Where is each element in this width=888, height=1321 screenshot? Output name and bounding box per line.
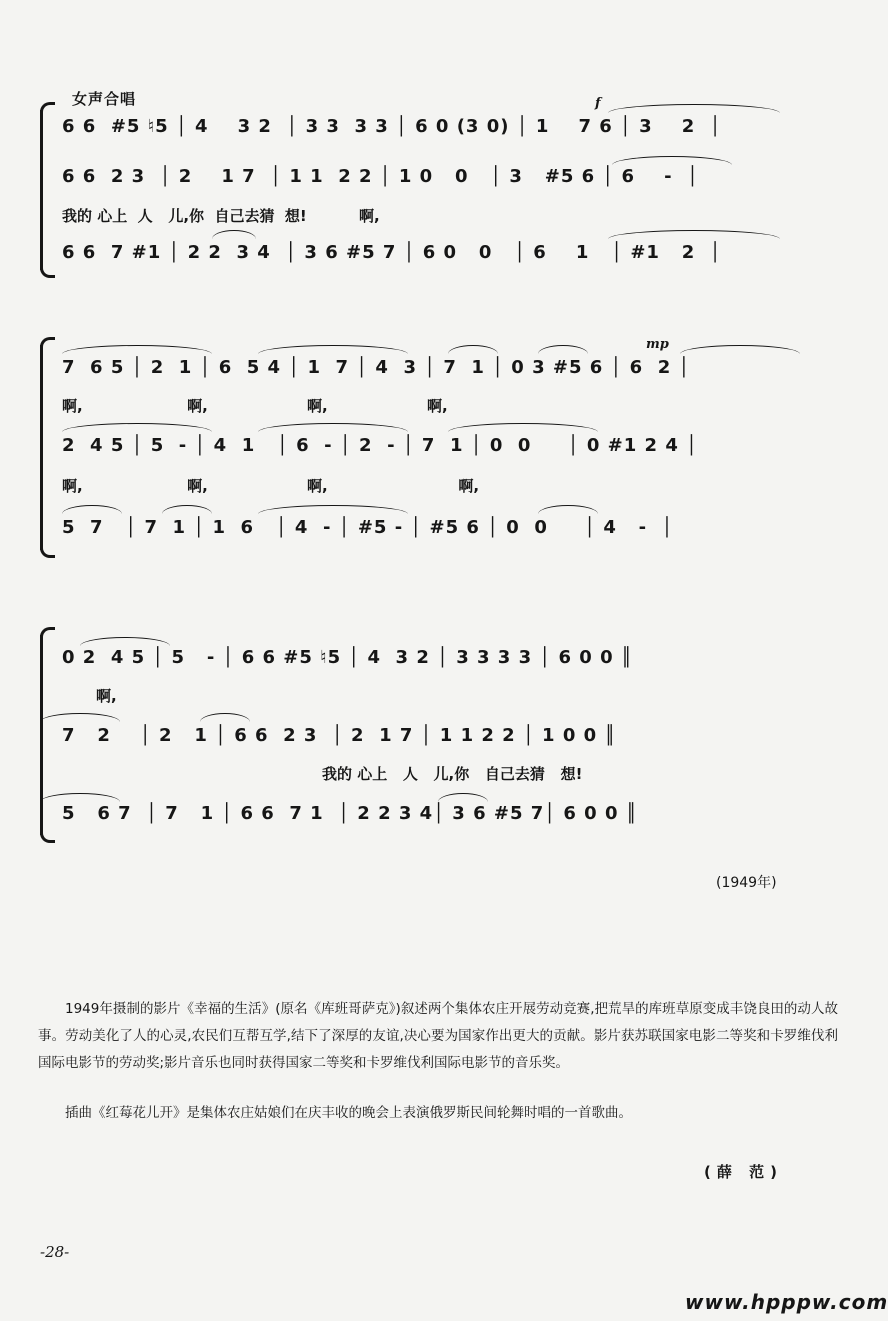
slur	[448, 423, 598, 432]
slur	[62, 345, 212, 354]
system-brace	[40, 110, 57, 270]
slur	[62, 505, 122, 514]
slur	[62, 423, 212, 432]
staff-row-third: 5 7 │ 7 1 │ 1 6 │ 4 - │ #5 - │ #5 6 │ 0 0 │ 4 - │	[62, 517, 674, 538]
slur	[80, 637, 170, 646]
lyric-row: 啊, 啊, 啊, 啊,	[62, 477, 480, 495]
page-number: -28-	[40, 1243, 70, 1261]
slur	[162, 505, 212, 514]
slur	[608, 230, 780, 239]
lyric-row: 啊,	[96, 687, 117, 705]
staff-row-soprano: 7 6 5 │ 2 1 │ 6 5 4 │ 1 7 │ 4 3 │ 7 1 │ 0 3 #5 6 │ 6 2 │	[62, 357, 691, 378]
staff-row-third: 5 6 7 │ 7 1 │ 6 6 7 1 │ 2 2 3 4│ 3 6 #5 7│ 6 0 0 ║	[62, 803, 638, 824]
staff-row-third: 6 6 7 #1 │ 2 2 3 4 │ 3 6 #5 7 │ 6 0 0 │ 6 1 │ #1 2 │	[62, 242, 722, 263]
lyric-row: 啊, 啊, 啊, 啊,	[62, 397, 448, 415]
slur	[538, 345, 588, 354]
author: (薛 范)	[704, 1163, 783, 1181]
composition-year: (1949年)	[716, 875, 777, 891]
watermark: www.hpppw.com	[685, 1290, 888, 1314]
score-system-2	[40, 337, 840, 550]
slur	[538, 505, 598, 514]
slur	[612, 156, 732, 165]
lyric-row: 我的 心上 人 儿,你 自己去猜 想! 啊,	[62, 207, 380, 225]
dynamic-marking: mp	[646, 337, 669, 352]
system-brace	[40, 345, 57, 550]
slur	[680, 345, 800, 354]
system-brace	[40, 635, 57, 835]
slur	[608, 104, 780, 113]
slur	[438, 793, 488, 802]
slur	[212, 230, 256, 239]
slur	[258, 423, 408, 432]
staff-row-soprano: 0 2 4 5 │ 5 - │ 6 6 #5 ♮5 │ 4 3 2 │ 3 3 3 3 │ 6 0 0 ║	[62, 647, 633, 668]
staff-row-alto: 2 4 5 │ 5 - │ 4 1 │ 6 - │ 2 - │ 7 1 │ 0 0 │ 0 #1 2 4 │	[62, 435, 698, 456]
dynamic-marking: f	[595, 96, 601, 111]
commentary-paragraph-2: 插曲《红莓花儿开》是集体农庄姑娘们在庆丰收的晚会上表演俄罗斯民间轮舞时唱的一首歌曲。	[65, 1105, 632, 1121]
staff-row-alto: 6 6 2 3 │ 2 1 7 │ 1 1 2 2 │ 1 0 0 │ 3 #5 6 │ 6 - │	[62, 166, 699, 187]
slur	[200, 713, 250, 722]
staff-row-soprano: 6 6 #5 ♮5 │ 4 3 2 │ 3 3 3 3 │ 6 0 (3 0) │ 1 7 6 │ 3 2 │	[62, 116, 722, 137]
slur	[258, 345, 408, 354]
staff-row-alto: 7 2 │ 2 1 │ 6 6 2 3 │ 2 1 7 │ 1 1 2 2 │ 1 0 0 ║	[62, 725, 617, 746]
commentary-paragraph-1: 1949年摄制的影片《幸福的生活》(原名《库班哥萨克》)叙述两个集体农庄开展劳动竞赛,把荒旱的库班草原变成丰饶良田的动人故事。劳动美化了人的心灵,农民们互帮互学,结下了深厚的友谊,决心要为国家作出更大的贡献。影片获苏联国家电影二等奖和卡罗维伐利国际电影节的劳动奖;影片音乐也同时获得国家二等奖和卡罗维伐利国际电影节的音乐奖。	[38, 1001, 838, 1071]
slur	[258, 505, 408, 514]
section-label: 女声合唱	[72, 90, 137, 108]
lyric-row: 我的 心上 人 儿,你 自己去猜 想!	[322, 765, 583, 783]
score-system-3	[40, 635, 840, 835]
slur	[448, 345, 498, 354]
